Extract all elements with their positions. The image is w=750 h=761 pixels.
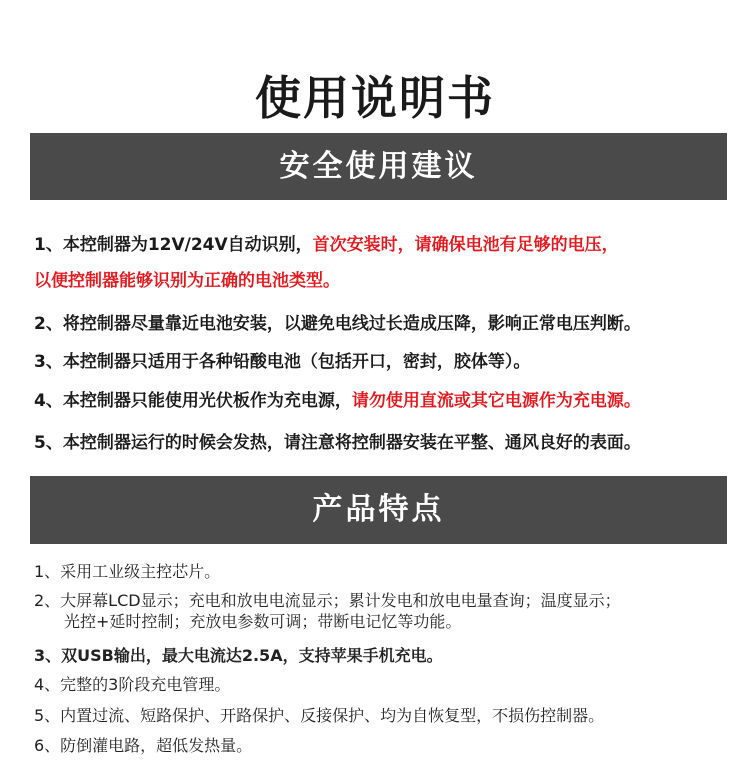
safety-item-1-continued: 以便控制器能够识别为正确的电池类型。 xyxy=(34,271,340,291)
safety-heading: 安全使用建议 xyxy=(30,133,727,200)
safety-item-1-text: 1、本控制器为12V/24V自动识别， xyxy=(34,235,313,255)
safety-item-2: 2、将控制器尽量靠近电池安装，以避免电线过长造成压降，影响正常电压判断。 xyxy=(34,314,641,334)
feature-item-2-continued: 光控+延时控制；充放电参数可调；带断电记忆等功能。 xyxy=(64,612,462,631)
safety-item-3: 3、本控制器只适用于各种铅酸电池（包括开口，密封，胶体等）。 xyxy=(34,352,531,372)
feature-item-6: 6、防倒灌电路，超低发热量。 xyxy=(34,736,253,755)
safety-item-1 xyxy=(34,230,619,255)
safety-item-4-warning: 请勿使用直流或其它电源作为充电源。 xyxy=(351,391,641,411)
feature-item-1: 1、采用工业级主控芯片。 xyxy=(34,562,221,581)
feature-item-4: 4、完整的3阶段充电管理。 xyxy=(34,675,231,694)
safety-item-1-warning: 首次安装时，请确保电池有足够的电压， xyxy=(312,235,619,255)
safety-item-5: 5、本控制器运行的时候会发热，请注意将控制器安装在平整、通风良好的表面。 xyxy=(34,433,641,453)
safety-item-4 xyxy=(34,386,641,411)
features-heading: 产品特点 xyxy=(30,476,727,544)
feature-item-5: 5、内置过流、短路保护、开路保护、反接保护、均为自恢复型，不损伤控制器。 xyxy=(34,706,605,725)
feature-item-3: 3、双USB输出，最大电流达2.5A，支持苹果手机充电。 xyxy=(34,646,443,665)
page-title: 使用说明书 xyxy=(255,71,495,125)
safety-item-4-text: 4、本控制器只能使用光伏板作为充电源， xyxy=(34,391,352,411)
feature-item-2: 2、大屏幕LCD显示；充电和放电电流显示；累计发电和放电电量查询；温度显示； xyxy=(34,591,621,610)
